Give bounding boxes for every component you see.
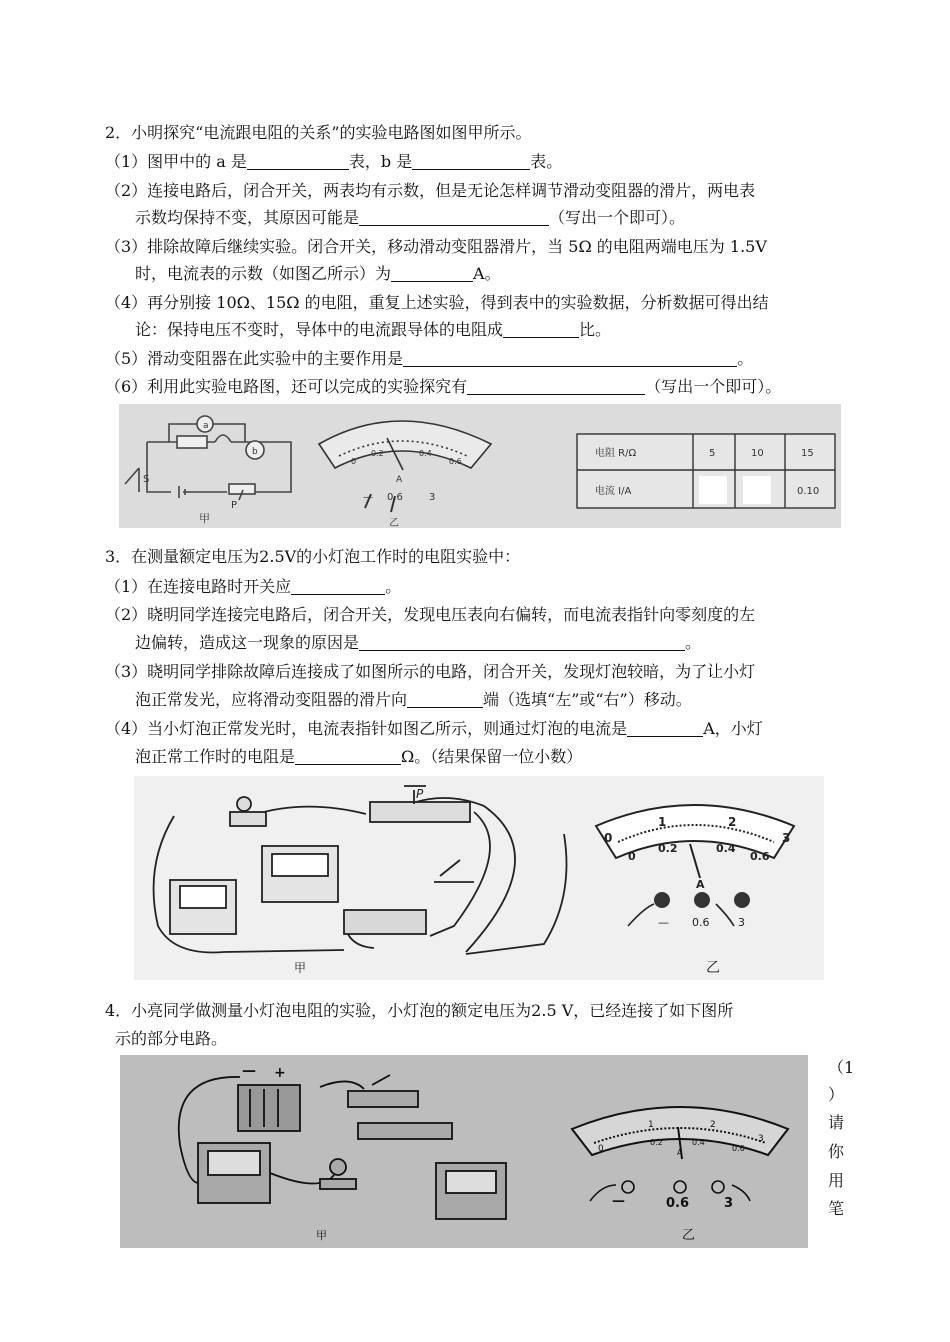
q2-table-r-label: 电阻 R/Ω — [595, 448, 637, 459]
q3-outer-tick-2: 2 — [728, 815, 737, 829]
q4-fig-yi-label: 乙 — [682, 1228, 696, 1243]
q2-terminal-minus: — — [363, 492, 373, 503]
q2-table-r-10: 10 — [751, 448, 764, 459]
q2-blank-reason[interactable] — [359, 209, 549, 226]
q2-dial-tick-02: 0.2 — [371, 449, 384, 458]
q3-blank-direction[interactable] — [407, 691, 483, 708]
q3-part2-line1: （2）晓明同学连接完电路后，闭合开关，发现电压表向右偏转，而电流表指针向零刻度的左 — [105, 605, 756, 624]
q2-part5: （5）滑动变阻器在此实验中的主要作用是 。 — [105, 349, 754, 368]
q3-rheostat-label: P — [416, 787, 424, 801]
q2-table-r-5: 5 — [709, 448, 716, 459]
q3-terminals — [654, 892, 750, 908]
q2-part4-line2: 论：保持电压不变时，导体中的电流跟导体的电阻成 比。 — [135, 320, 612, 339]
q2-switch-label: S — [143, 474, 150, 485]
q3-part3-line2: 泡正常发光，应将滑动变阻器的滑片向 端（选填“左”或“右”）移动。 — [135, 690, 692, 709]
q3-part2-line2: 边偏转，造成这一现象的原因是 。 — [135, 633, 702, 652]
q4-intro-line2: 示的部分电路。 — [115, 1029, 228, 1048]
q2-blank-rheostat-role[interactable] — [403, 350, 737, 367]
q4-outer-tick-2: 2 — [710, 1120, 716, 1130]
q3-outer-tick-0: 0 — [604, 831, 613, 845]
q2-table-i-last: 0.10 — [797, 486, 820, 497]
q4-fig-jia-label: 甲 — [316, 1229, 327, 1242]
q3-part3-line1: （3）晓明同学排除故障后连接成了如图所示的电路，闭合开关，发现灯泡较暗，为了让小灯 — [105, 662, 756, 681]
q2-intro: 2．小明探究“电流跟电阻的关系”的实验电路图如图甲所示。 — [105, 123, 532, 142]
q4-inner-tick-06: 0.6 — [732, 1144, 745, 1153]
q2-rheostat-label: P — [231, 500, 238, 511]
q3-fig-yi-label: 乙 — [706, 960, 720, 976]
q2-blank-a-meter[interactable] — [247, 153, 349, 170]
q3-intro: 3．在测量额定电压为2.5V的小灯泡工作时的电阻实验中： — [105, 547, 521, 566]
q2-ammeter-dial — [319, 421, 491, 470]
q2-terminal-06: 0.6 — [387, 492, 403, 503]
q2-blank-other-experiment[interactable] — [467, 378, 645, 395]
q4-side-char-6: 笔 — [828, 1199, 845, 1218]
q4-inner-tick-04: 0.4 — [692, 1138, 705, 1147]
q4-outer-tick-0: 0 — [598, 1144, 604, 1154]
q2-part3-line1: （3）排除故障后继续实验。闭合开关，移动滑动变阻器滑片，当 5Ω 的电阻两端电压为 1.5V — [105, 237, 767, 256]
q2-blank-current[interactable] — [391, 265, 473, 282]
q2-table-i-label: 电流 I/A — [595, 486, 632, 497]
q4-intro-line1: 4．小亮同学做测量小灯泡电阻的实验，小灯泡的额定电压为2.5 V，已经连接了如下图所 — [105, 1001, 734, 1020]
q2-terminal-3: 3 — [429, 492, 436, 503]
q4-side-char-5: 用 — [828, 1171, 845, 1190]
q3-outer-tick-3: 3 — [782, 831, 791, 845]
q3-blank-cause[interactable] — [359, 634, 685, 651]
q4-side-char-1: （1 — [828, 1058, 855, 1077]
q3-inner-tick-04: 0.4 — [716, 842, 736, 855]
q3-part4-line1: （4）当小灯泡正常发光时，电流表指针如图乙所示，则通过灯泡的电流是 A，小灯 — [105, 719, 763, 738]
q4-outer-tick-1: 1 — [648, 1120, 654, 1130]
q3-inner-tick-06: 0.6 — [750, 850, 770, 863]
q4-side-char-4: 你 — [828, 1142, 845, 1161]
q2-table-r-15: 15 — [801, 448, 814, 459]
q3-ammeter-dial — [596, 805, 794, 878]
q3-terminal-3: 3 — [738, 916, 745, 929]
q4-side-char-2: ） — [828, 1085, 845, 1104]
q2-meter-b-label: b — [252, 447, 258, 457]
q2-meter-a-label: a — [203, 421, 209, 431]
q3-blank-current[interactable] — [627, 720, 703, 737]
q3-dial-letter: A — [696, 878, 705, 891]
q2-part1: （1）图甲中的 a 是 表，b 是 表。 — [105, 152, 563, 171]
q3-terminal-06: 0.6 — [692, 916, 710, 929]
q4-outer-tick-3: 3 — [758, 1134, 764, 1144]
q2-dial-tick-06: 0.6 — [449, 457, 462, 466]
q3-circuit-photo — [154, 786, 567, 954]
q3-inner-tick-02: 0.2 — [658, 842, 678, 855]
q2-figure — [119, 404, 841, 528]
q3-terminal-minus: — — [658, 916, 669, 929]
q4-terminal-3: 3 — [724, 1196, 734, 1211]
q3-blank-switch-state[interactable] — [291, 578, 385, 595]
q4-terminal-06: 0.6 — [666, 1196, 690, 1211]
q4-dial-letter: A — [677, 1148, 683, 1157]
q2-dial-tick-0: 0 — [351, 457, 357, 466]
q2-blank-proportion[interactable] — [503, 321, 579, 338]
q3-inner-tick-0: 0 — [628, 850, 636, 863]
q3-outer-tick-1: 1 — [658, 815, 667, 829]
q4-inner-tick-02: 0.2 — [650, 1138, 663, 1147]
q2-fig-yi-label: 乙 — [389, 518, 399, 528]
q2-part6: （6）利用此实验电路图，还可以完成的实验探究有 （写出一个即可）。 — [105, 377, 782, 396]
q4-terminal-minus: — — [612, 1194, 625, 1209]
q3-fig-jia-label: 甲 — [294, 961, 307, 975]
q2-fig-jia-label: 甲 — [199, 512, 210, 525]
q3-part1: （1）在连接电路时开关应 。 — [105, 577, 402, 596]
q2-part4-line1: （4）再分别接 10Ω、15Ω 的电阻，重复上述实验，得到表中的实验数据，分析数据可得出结 — [105, 293, 769, 312]
q3-blank-resistance[interactable] — [295, 748, 401, 765]
q4-battery-plus: + — [274, 1065, 286, 1081]
q4-figure — [120, 1055, 808, 1248]
q3-figure — [134, 776, 824, 980]
q2-part3-line2: 时，电流表的示数（如图乙所示）为 A。 — [135, 264, 501, 283]
q2-part2-line2: 示数均保持不变，其原因可能是 （写出一个即可）。 — [135, 208, 686, 227]
q4-side-char-3: 请 — [828, 1113, 845, 1132]
q4-circuit-photo — [179, 1075, 506, 1219]
q2-blank-b-meter[interactable] — [412, 153, 530, 170]
q2-part2-line1: （2）连接电路后，闭合开关，两表均有示数，但是无论怎样调节滑动变阻器的滑片，两电表 — [105, 181, 756, 200]
q4-battery-minus: — — [242, 1063, 256, 1079]
q2-dial-letter: A — [396, 475, 403, 485]
q3-part4-line2: 泡正常工作时的电阻是 Ω。（结果保留一位小数） — [135, 747, 583, 766]
q2-dial-tick-04: 0.4 — [419, 449, 432, 458]
